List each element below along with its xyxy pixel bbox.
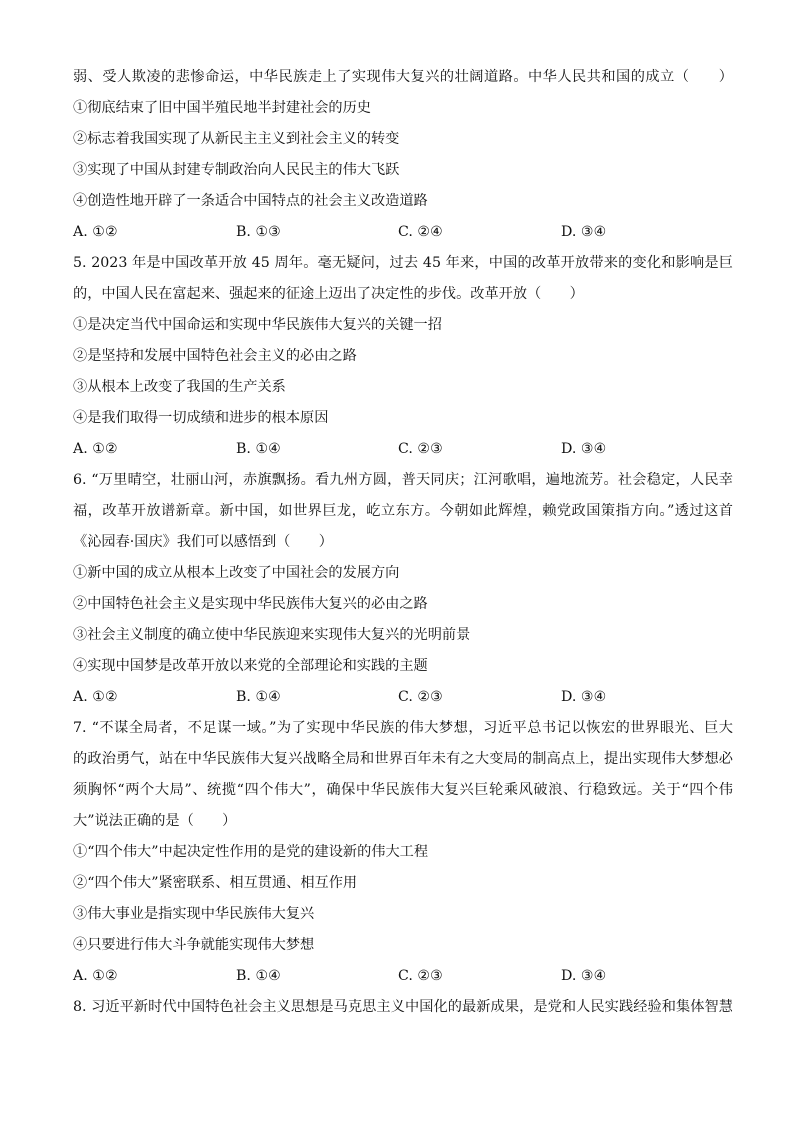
text-line: 福，改革开放谱新章。新中国，如世界巨龙，屹立东方。今朝如此辉煌，赖党政国策指方向。”透过这首 — [73, 503, 733, 519]
text-line: ②是坚持和发展中国特色社会主义的必由之路 — [73, 348, 357, 364]
text-line: 《沁园春·国庆》我们可以感悟到（ ） — [73, 534, 333, 550]
text-line: ①“四个伟大”中起决定性作用的是党的建设新的伟大工程 — [73, 844, 429, 860]
text-line: ④只要进行伟大斗争就能实现伟大梦想 — [73, 937, 315, 953]
answer-option-c: C. ②③ — [398, 689, 443, 705]
answer-option-c: C. ②③ — [398, 441, 443, 457]
text-line: 7. “不谋全局者，不足谋一域。”为了实现中华民族的伟大梦想，习近平总书记以恢宏的世界眼光、巨大 — [73, 720, 733, 736]
text-line: ③伟大事业是指实现中华民族伟大复兴 — [73, 906, 315, 922]
text-line: 的，中国人民在富起来、强起来的征途上迈出了决定性的步伐。改革开放（ ） — [73, 286, 584, 302]
text-line: ④是我们取得一切成绩和进步的根本原因 — [73, 410, 329, 426]
answer-option-a: A. ①② — [73, 968, 118, 984]
text-line: 弱、受人欺凌的悲惨命运，中华民族走上了实现伟大复兴的壮阔道路。中华人民共和国的成立（ ） — [73, 69, 733, 85]
answer-options-row — [73, 961, 733, 992]
text-line: ③社会主义制度的确立使中华民族迎来实现伟大复兴的光明前景 — [73, 627, 471, 643]
text-line: 8. 习近平新时代中国特色社会主义思想是马克思主义中国化的最新成果，是党和人民实践经验和集体智慧 — [73, 999, 733, 1015]
text-line: ④创造性地开辟了一条适合中国特点的社会主义改造道路 — [73, 193, 428, 209]
answer-option-d: D. ③④ — [561, 968, 607, 984]
text-line: ④实现中国梦是改革开放以来党的全部理论和实践的主题 — [73, 658, 428, 674]
text-line: ②标志着我国实现了从新民主主义到社会主义的转变 — [73, 131, 400, 147]
answer-option-c: C. ②④ — [398, 224, 443, 240]
text-line: 大”说法正确的是（ ） — [73, 813, 237, 829]
text-line: ①彻底结束了旧中国半殖民地半封建社会的历史 — [73, 100, 371, 116]
text-line: ①新中国的成立从根本上改变了中国社会的发展方向 — [73, 565, 400, 581]
answer-option-d: D. ③④ — [561, 441, 607, 457]
answer-option-b: B. ①④ — [236, 689, 281, 705]
text-line: 须胸怀“两个大局”、统揽“四个伟大”，确保中华民族伟大复兴巨轮乘风破浪、行稳致远。关于“四个伟 — [73, 782, 733, 798]
text-line: ③从根本上改变了我国的生产关系 — [73, 379, 286, 395]
text-line: ③实现了中国从封建专制政治向人民民主的伟大飞跃 — [73, 162, 400, 178]
answer-options-row — [73, 434, 733, 465]
answer-option-b: B. ①③ — [236, 224, 281, 240]
answer-option-a: A. ①② — [73, 441, 118, 457]
document-body — [73, 62, 733, 1023]
answer-option-c: C. ②③ — [398, 968, 443, 984]
answer-option-b: B. ①④ — [236, 968, 281, 984]
answer-options-row — [73, 682, 733, 713]
text-line: ①是决定当代中国命运和实现中华民族伟大复兴的关键一招 — [73, 317, 442, 333]
answer-option-a: A. ①② — [73, 689, 118, 705]
answer-option-b: B. ①④ — [236, 441, 281, 457]
answer-option-a: A. ①② — [73, 224, 118, 240]
answer-options-row — [73, 217, 733, 248]
text-line: ②“四个伟大”紧密联系、相互贯通、相互作用 — [73, 875, 358, 891]
text-line: 6. “万里晴空，壮丽山河，赤旗飘扬。看九州方圆，普天同庆；江河歌唱，遍地流芳。社会稳定，人民幸 — [73, 472, 733, 488]
answer-option-d: D. ③④ — [561, 224, 607, 240]
text-line: 5. 2023 年是中国改革开放 45 周年。毫无疑问，过去 45 年来，中国的改革开放带来的变化和影响是巨 — [73, 255, 733, 271]
text-line: 的政治勇气，站在中华民族伟大复兴战略全局和世界百年未有之大变局的制高点上，提出实现伟大梦想必 — [73, 751, 733, 767]
answer-option-d: D. ③④ — [561, 689, 607, 705]
text-line: ②中国特色社会主义是实现中华民族伟大复兴的必由之路 — [73, 596, 428, 612]
